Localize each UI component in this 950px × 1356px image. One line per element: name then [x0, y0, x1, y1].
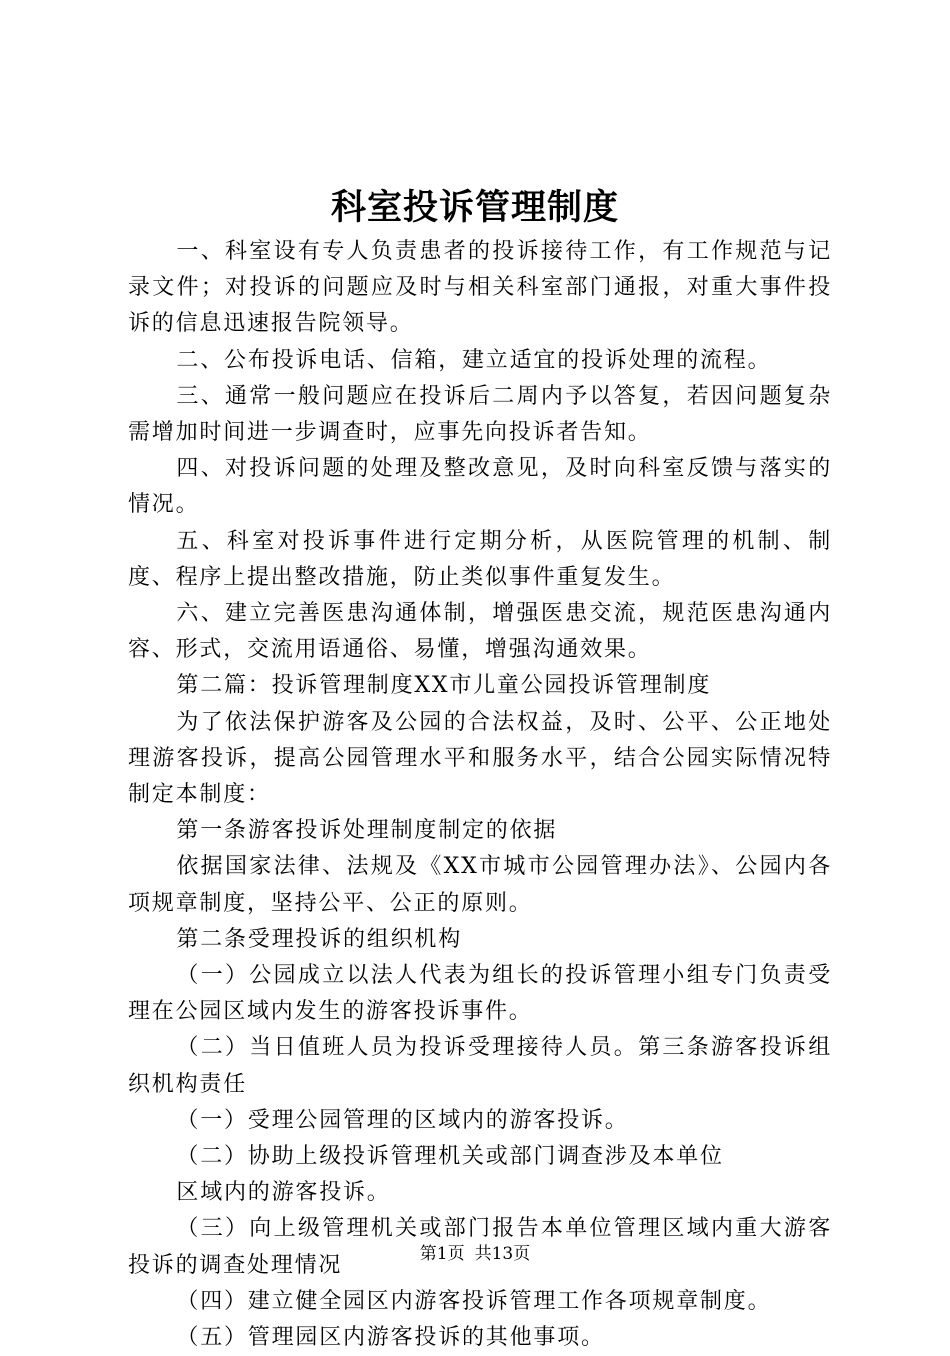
page-footer [0, 1242, 950, 1266]
article-2-item-1: （一）公园成立以法人代表为组长的投诉管理小组专门负责受理在公园区域内发生的游客投诉事件。 [128, 963, 832, 1025]
paragraph-1: 一、科室设有专人负责患者的投诉接待工作，有工作规范与记录文件；对投诉的问题应及时与相关科室部门通报，对重大事件投诉的信息迅速报告院领导。 [128, 239, 832, 337]
paragraph-4: 四、对投诉问题的处理及整改意见，及时向科室反馈与落实的情况。 [128, 456, 832, 518]
article-3-item-2: （二）协助上级投诉管理机关或部门调查涉及本单位 [176, 1144, 724, 1170]
article-3-item-1: （一）受理公园管理的区域内的游客投诉。 [176, 1107, 629, 1133]
article-3-item-4: （四）建立健全园区内游客投诉管理工作各项规章制度。 [176, 1288, 772, 1314]
document-title: 科室投诉管理制度 [330, 187, 619, 228]
article-2-item-2: （二）当日值班人员为投诉受理接待人员。第三条游客投诉组织机构责任 [128, 1035, 832, 1097]
paragraph-5: 五、科室对投诉事件进行定期分析，从医院管理的机制、制度、程序上提出整改措施，防止类似事件重复发生。 [128, 528, 832, 590]
article-3-item-2-continued: 区域内的游客投诉。 [176, 1180, 391, 1206]
page-total: 共13页 [474, 1244, 531, 1264]
document-body [128, 234, 832, 1356]
paragraph-2: 二、公布投诉电话、信箱，建立适宜的投诉处理的流程。 [176, 347, 772, 373]
article-1-body: 依据国家法律、法规及《XX市城市公园管理办法》、公园内各项规章制度，坚持公平、公正的原则。 [128, 854, 832, 916]
paragraph-3: 三、通常一般问题应在投诉后二周内予以答复，若因问题复杂需增加时间进一步调查时，应事先向投诉者告知。 [128, 383, 832, 446]
paragraph-preamble: 为了依法保护游客及公园的合法权益，及时、公平、公正地处理游客投诉，提高公园管理水平和服务水平，结合公园实际情况特制定本制度： [128, 709, 832, 808]
page-number: 第1页 [419, 1244, 465, 1264]
article-3-item-3: （三）向上级管理机关或部门报告本单位管理区域内重大游客投诉的调查处理情况 [128, 1216, 832, 1278]
section-heading-part-two: 第二篇：投诉管理制度XX市儿童公园投诉管理制度 [176, 673, 712, 699]
article-3-item-5: （五）管理园区内游客投诉的其他事项。 [176, 1325, 605, 1351]
paragraph-6: 六、建立完善医患沟通体制，增强医患交流，规范医患沟通内容、形式，交流用语通俗、易懂，增强沟通效果。 [128, 601, 832, 663]
article-2-heading: 第二条受理投诉的组织机构 [176, 926, 462, 952]
article-1-heading: 第一条游客投诉处理制度制定的依据 [176, 818, 558, 844]
